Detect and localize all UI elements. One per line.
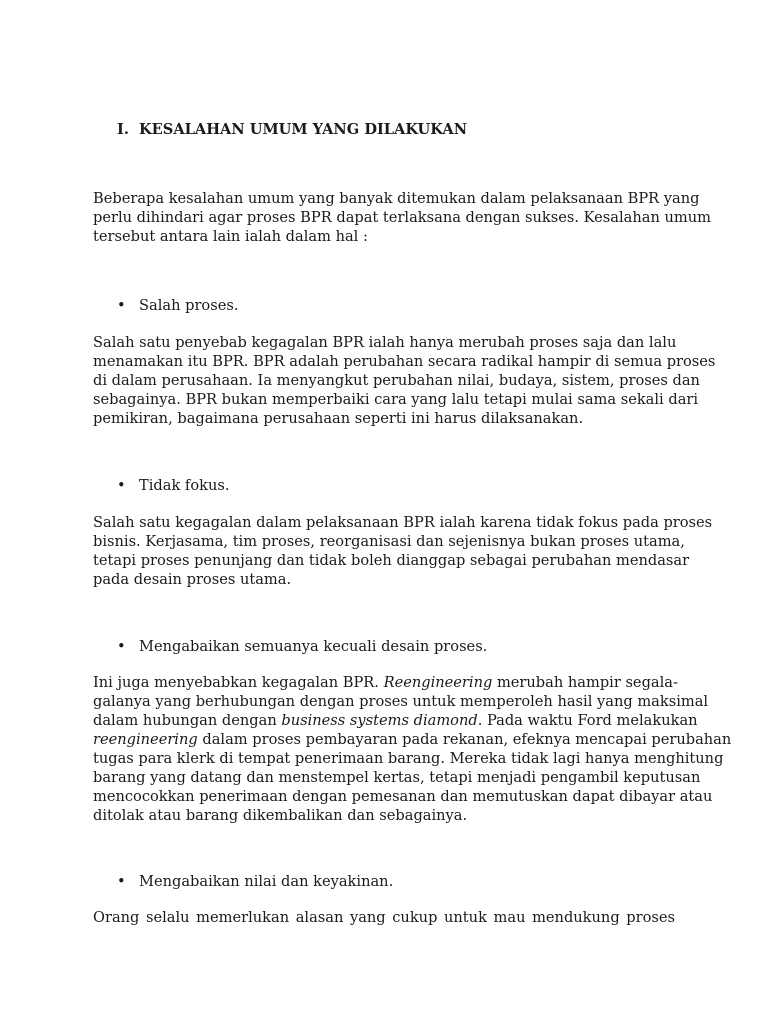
paragraph-line: barang yang datang dan menstempel kertas, tetapi menjadi pengambil keputusan	[93, 769, 701, 786]
paragraph-line: tetapi proses penunjang dan tidak boleh dianggap sebagai perubahan mendasar	[93, 552, 690, 569]
paragraph-line: Salah satu penyebab kegagalan BPR ialah hanya merubah proses saja dan lalu	[93, 334, 677, 351]
paragraph-line	[93, 711, 698, 730]
intro-paragraph	[93, 189, 711, 246]
paragraph-line: menamakan itu BPR. BPR adalah perubahan secara radikal hampir di semua proses	[93, 353, 716, 370]
text-run: Ini juga menyebabkan kegagalan BPR.	[93, 674, 384, 691]
bullet-icon: •	[117, 297, 126, 314]
text-run: dalam hubungan dengan	[93, 712, 282, 729]
paragraph-line: mencocokkan penerimaan dengan pemesanan dan memutuskan dapat dibayar atau	[93, 788, 713, 805]
bullet-item-salah-proses	[117, 297, 238, 314]
paragraph-line	[93, 730, 732, 749]
bullet-icon: •	[117, 477, 126, 494]
paragraph-line: Orang selalu memerlukan alasan yang cukup untuk mau mendukung proses	[93, 909, 675, 926]
bullet-label: Mengabaikan semuanya kecuali desain proses.	[139, 638, 488, 655]
bullet-item-tidak-fokus	[117, 477, 229, 494]
italic-term: Reengineering	[383, 674, 493, 691]
paragraph-line: pada desain proses utama.	[93, 571, 292, 588]
paragraph-line: bisnis. Kerjasama, tim proses, reorganisasi dan sejenisnya bukan proses utama,	[93, 533, 685, 550]
text-run: merubah hampir segala-	[492, 674, 678, 691]
paragraph-salah-proses	[93, 333, 716, 428]
paragraph-line	[93, 673, 678, 692]
paragraph-line: perlu dihindari agar proses BPR dapat terlaksana dengan sukses. Kesalahan umum	[93, 209, 711, 226]
paragraph-line: Salah satu kegagalan dalam pelaksanaan BPR ialah karena tidak fokus pada proses	[93, 514, 713, 531]
section-heading	[117, 121, 467, 138]
italic-term: business systems diamond	[281, 712, 478, 729]
paragraph-line: sebagainya. BPR bukan memperbaiki cara yang lalu tetapi mulai sama sekali dari	[93, 391, 699, 408]
paragraph-mengabaikan-desain	[93, 673, 732, 825]
paragraph-line: pemikiran, bagaimana perusahaan seperti ini harus dilaksanakan.	[93, 410, 584, 427]
text-run: . Pada waktu Ford melakukan	[477, 712, 698, 729]
bullet-item-mengabaikan-nilai	[117, 873, 393, 890]
paragraph-line: tugas para klerk di tempat penerimaan barang. Mereka tidak lagi hanya menghitung	[93, 750, 724, 767]
heading-number: I.	[117, 121, 129, 138]
bullet-label: Salah proses.	[139, 297, 239, 314]
text-run: dalam proses pembayaran pada rekanan, efeknya mencapai perubahan	[197, 731, 732, 748]
paragraph-line: ditolak atau barang dikembalikan dan sebagainya.	[93, 807, 468, 824]
paragraph-line: galanya yang berhubungan dengan proses untuk memperoleh hasil yang maksimal	[93, 693, 709, 710]
bullet-icon: •	[117, 638, 126, 655]
bullet-label: Tidak fokus.	[139, 477, 230, 494]
italic-term: reengineering	[93, 731, 198, 748]
heading-title: KESALAHAN UMUM YANG DILAKUKAN	[139, 121, 468, 138]
bullet-item-mengabaikan-desain	[117, 638, 487, 655]
paragraph-line: di dalam perusahaan. Ia menyangkut perubahan nilai, budaya, sistem, proses dan	[93, 372, 700, 389]
paragraph-mengabaikan-nilai	[93, 908, 675, 927]
paragraph-tidak-fokus	[93, 513, 713, 589]
paragraph-line: Beberapa kesalahan umum yang banyak ditemukan dalam pelaksanaan BPR yang	[93, 190, 700, 207]
bullet-label: Mengabaikan nilai dan keyakinan.	[139, 873, 394, 890]
bullet-icon: •	[117, 873, 126, 890]
paragraph-line: tersebut antara lain ialah dalam hal :	[93, 228, 368, 245]
